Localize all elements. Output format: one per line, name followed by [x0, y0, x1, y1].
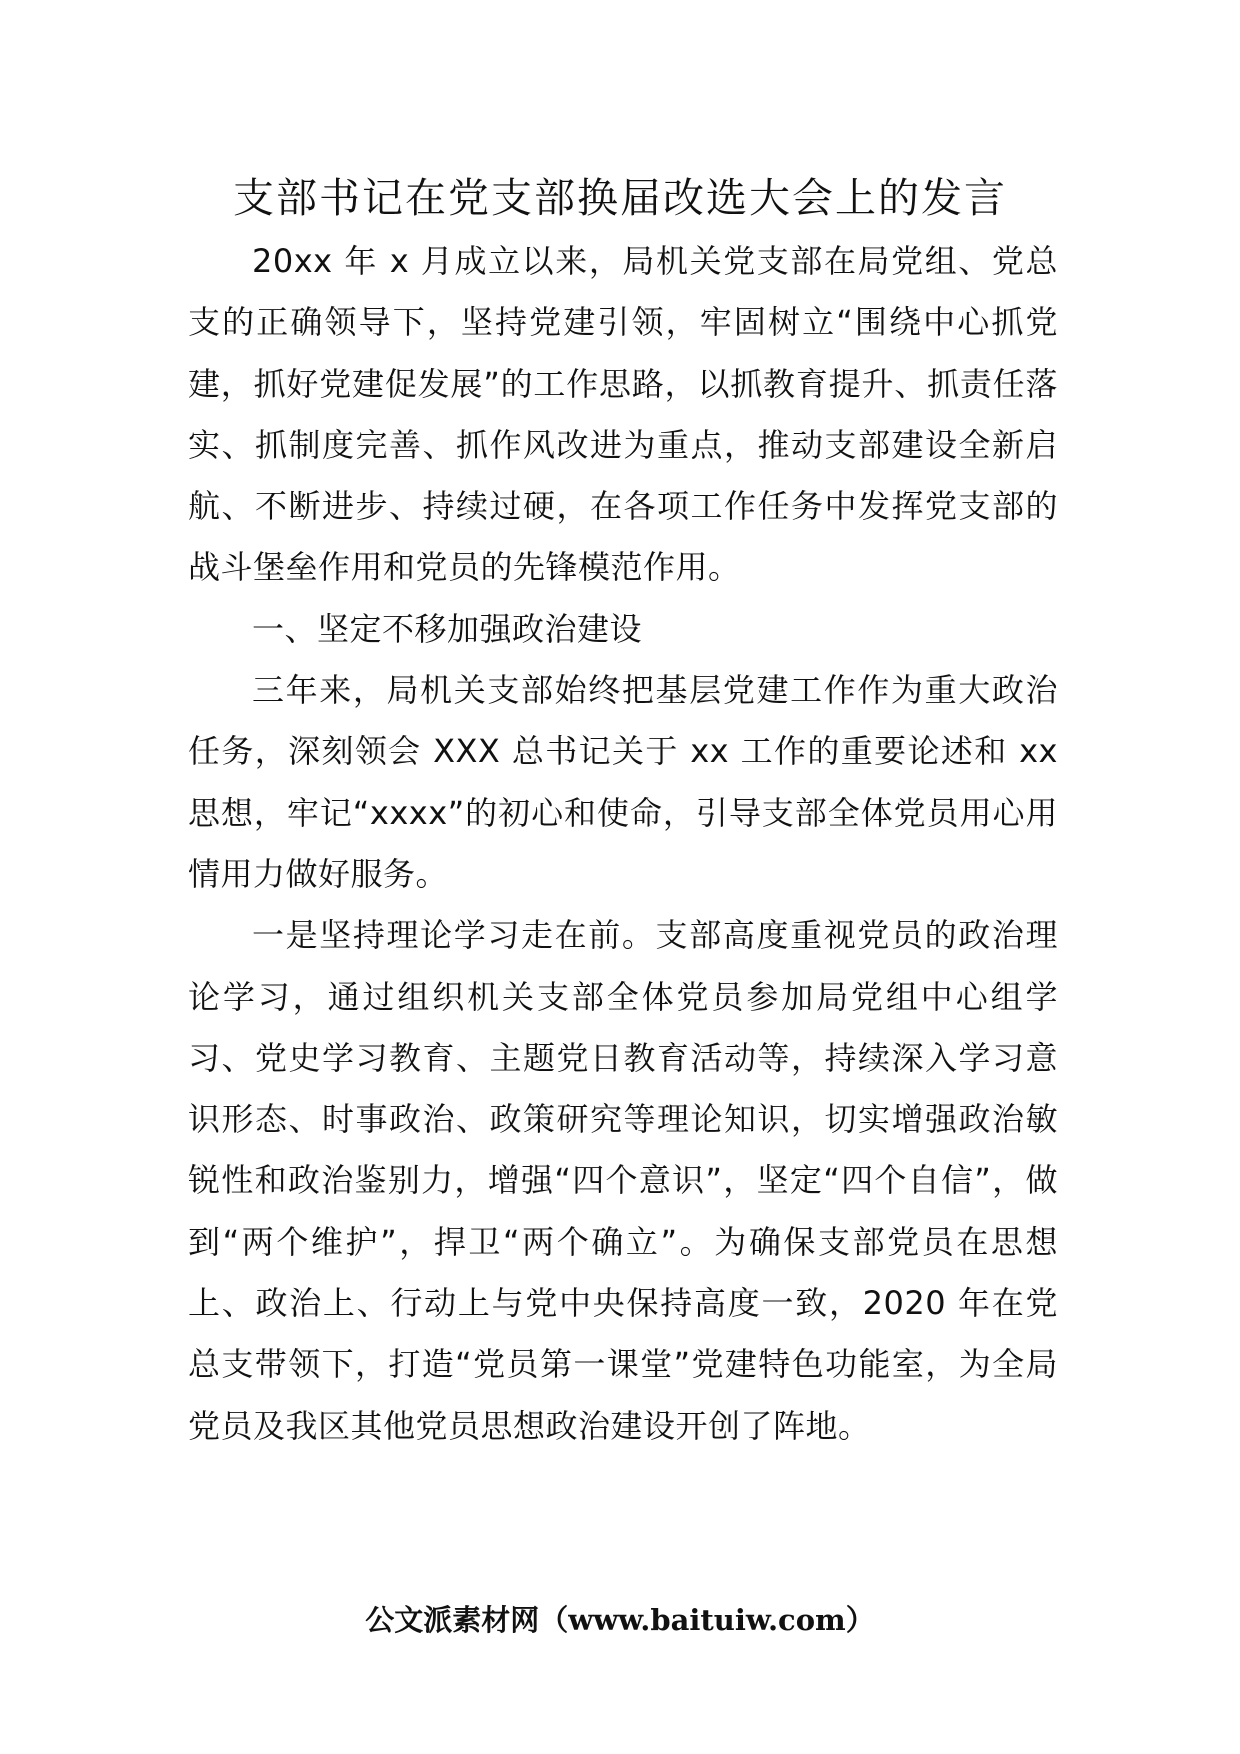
page-title: 支部书记在党支部换届改选大会上的发言: [233, 174, 1007, 222]
body-paragraph-theory-study: 一是坚持理论学习走在前。支部高度重视党员的政治理论学习，通过组织机关支部全体党员参加局党组中心组学习、党史学习教育、主题党日教育活动等，持续深入学习意识形态、时事政治、政策研究等理论知识，切实增强政治敏锐性和政治鉴别力，增强“四个意识”，坚定“四个自信”，做到“两个维护”，捍卫“两个确立”。为确保支部党员在思想上、政治上、行动上与党中央保持高度一致，2020 年在党总支带领下，打造“党员第一课堂”党建特色功能室，为全局党员及我区其他党员思想政治建设开创了阵地。: [188, 916, 1058, 1445]
body-paragraph-three-years: 三年来，局机关支部始终把基层党建工作作为重大政治任务，深刻领会 XXX 总书记关于 xx 工作的重要论述和 xx 思想，牢记“xxxx”的初心和使命，引导支部全体党员用心用情用力做好服务。: [188, 671, 1058, 893]
section-heading-political-building: 一、坚定不移加强政治建设: [252, 609, 643, 648]
source-watermark: 公文派素材网（www.baituiw.com）: [365, 1603, 875, 1637]
body-paragraph-intro: 20xx 年 x 月成立以来，局机关党支部在局党组、党总支的正确领导下，坚持党建引领，牢固树立“围绕中心抓党建，抓好党建促发展”的工作思路，以抓教育提升、抓责任落实、抓制度完善、抓作风改进为重点，推动支部建设全新启航、不断进步、持续过硬，在各项工作任务中发挥党支部的战斗堡垒作用和党员的先锋模范作用。: [188, 242, 1058, 587]
document-body: [188, 231, 1058, 1457]
